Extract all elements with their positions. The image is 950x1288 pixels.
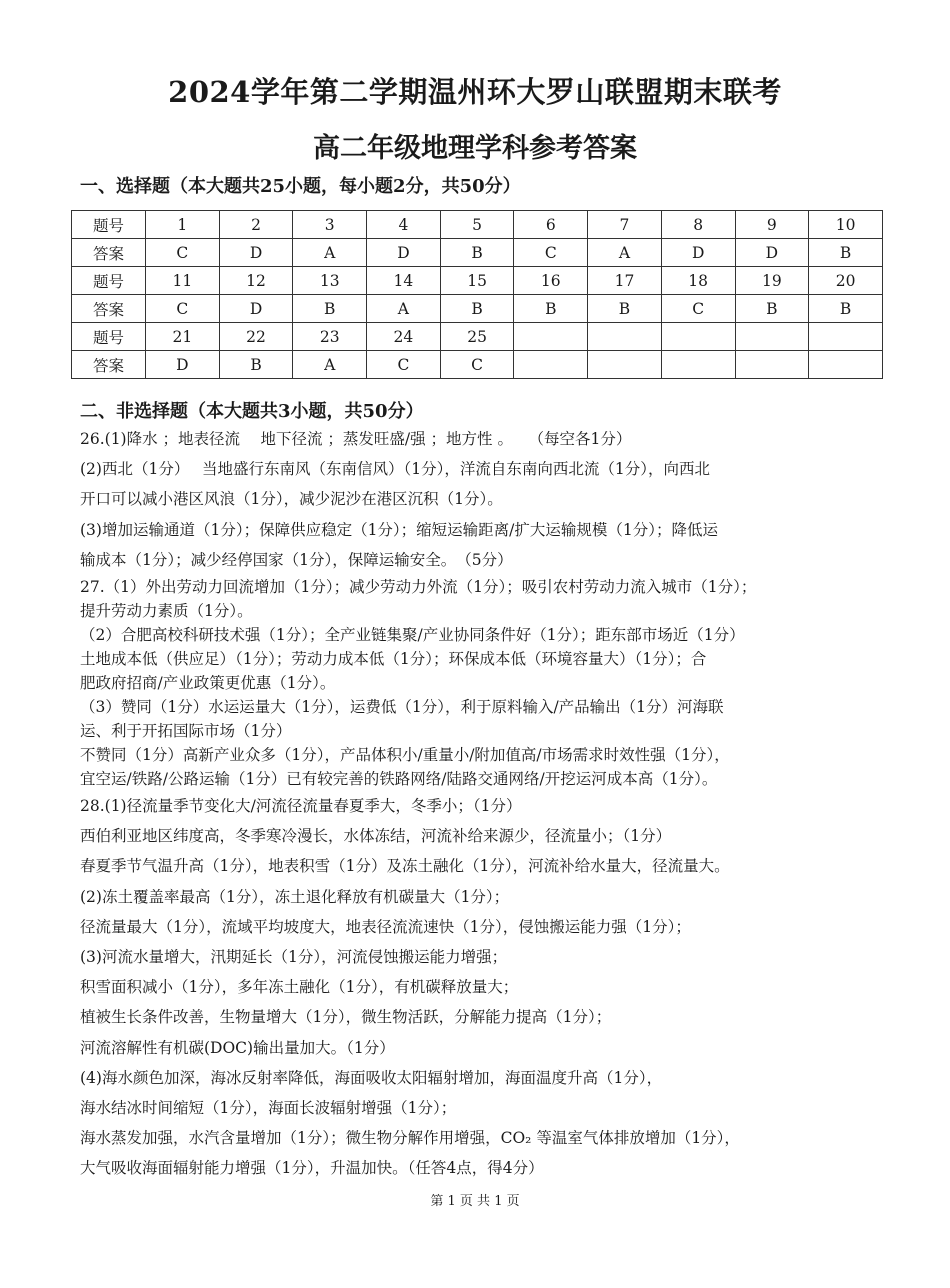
answer-line: 提升劳动力素质（1分）。 — [80, 602, 253, 621]
table-cell — [735, 323, 809, 351]
answer-line: (2)西北（1分） 当地盛行东南风（东南信风）（1分），洋流自东南向西北流（1分），向西北 — [80, 460, 710, 479]
table-cell: D — [219, 239, 293, 267]
answer-line: （2）合肥高校科研技术强（1分）；全产业链集聚/产业协同条件好（1分）；距东部市场近（1分） — [80, 626, 745, 645]
table-cell — [735, 351, 809, 379]
table-row-answers-3 — [72, 351, 883, 379]
answer-line: 27.（1）外出劳动力回流增加（1分）；减少劳动力外流（1分）；吸引农村劳动力流入城市（1分）； — [80, 578, 757, 597]
table-cell: 9 — [735, 211, 809, 239]
answer-line: 肥政府招商/产业政策更优惠（1分）。 — [80, 674, 336, 693]
answer-line: 河流溶解性有机碳(DOC)输出量加大。（1分） — [80, 1038, 395, 1057]
table-cell: 14 — [367, 267, 441, 295]
answer-line: 春夏季节气温升高（1分），地表积雪（1分）及冻土融化（1分），河流补给水量大，径流量大。 — [80, 857, 730, 876]
table-cell: D — [661, 239, 735, 267]
answer-line: (3)增加运输通道（1分）；保障供应稳定（1分）；缩短运输距离/扩大运输规模（1分）；降低运 — [80, 520, 719, 539]
answer-line: (2)冻土覆盖率最高（1分），冻土退化释放有机碳量大（1分）； — [80, 887, 510, 906]
table-cell: B — [809, 239, 883, 267]
table-cell: 16 — [514, 267, 588, 295]
table-cell: 21 — [146, 323, 220, 351]
row-label: 答案 — [72, 295, 146, 323]
table-cell: 2 — [219, 211, 293, 239]
section1-heading: 一、选择题（本大题共25小题，每小题2分，共50分） — [80, 176, 521, 197]
table-cell: 3 — [293, 211, 367, 239]
table-cell: D — [367, 239, 441, 267]
table-row-answers-2 — [72, 295, 883, 323]
answer-line: 海水蒸发加强，水汽含量增加（1分）；微生物分解作用增强，CO₂ 等温室气体排放增加（1分）， — [80, 1129, 740, 1148]
table-cell: B — [440, 239, 514, 267]
answer-line: 输成本（1分）；减少经停国家（1分），保障运输安全。 （5分） — [80, 550, 513, 569]
answer-line: 宜空运/铁路/公路运输（1分）已有较完善的铁路网络/陆路交通网络/开挖运河成本高（1分）。 — [80, 770, 718, 789]
table-row-numbers-3 — [72, 323, 883, 351]
table-cell — [809, 323, 883, 351]
answer-line: 不赞同（1分）高新产业众多（1分），产品体积小/重量小/附加值高/市场需求时效性强（1分）， — [80, 746, 730, 765]
table-cell — [661, 351, 735, 379]
table-cell — [661, 323, 735, 351]
table-cell: 1 — [146, 211, 220, 239]
row-label: 题号 — [72, 211, 146, 239]
section2-heading: 二、非选择题（本大题共3小题，共50分） — [80, 401, 424, 422]
row-label: 题号 — [72, 323, 146, 351]
table-cell: B — [735, 295, 809, 323]
table-cell: B — [440, 295, 514, 323]
answer-line: 开口可以减小港区风浪（1分），减少泥沙在港区沉积（1分）。 — [80, 490, 503, 509]
table-row-numbers-1 — [72, 211, 883, 239]
table-row-numbers-2 — [72, 267, 883, 295]
answer-line: 大气吸收海面辐射能力增强（1分），升温加快。（任答4点，得4分） — [80, 1159, 544, 1178]
table-cell: A — [588, 239, 662, 267]
answer-line: 西伯利亚地区纬度高，冬季寒冷漫长，水体冻结，河流补给来源少，径流量小；（1分） — [80, 827, 672, 846]
table-cell: B — [293, 295, 367, 323]
table-cell — [809, 351, 883, 379]
table-cell — [588, 323, 662, 351]
table-cell: C — [146, 239, 220, 267]
page-footer: 第 1 页 共 1 页 — [430, 1194, 520, 1209]
table-cell: D — [219, 295, 293, 323]
answer-line: 径流量最大（1分），流域平均坡度大，地表径流流速快（1分），侵蚀搬运能力强（1分）； — [80, 917, 691, 936]
table-cell: 20 — [809, 267, 883, 295]
table-cell: C — [661, 295, 735, 323]
table-cell: D — [735, 239, 809, 267]
row-label: 答案 — [72, 351, 146, 379]
table-cell: 6 — [514, 211, 588, 239]
table-cell: B — [588, 295, 662, 323]
table-cell: B — [514, 295, 588, 323]
table-cell — [514, 323, 588, 351]
table-cell: 22 — [219, 323, 293, 351]
table-cell: 19 — [735, 267, 809, 295]
answer-line: 土地成本低（供应足）（1分）；劳动力成本低（1分）；环保成本低（环境容量大）（1分）；合 — [80, 650, 707, 669]
table-cell: B — [809, 295, 883, 323]
table-cell: 17 — [588, 267, 662, 295]
table-cell — [514, 351, 588, 379]
table-cell: 4 — [367, 211, 441, 239]
answer-line: 植被生长条件改善，生物量增大（1分），微生物活跃，分解能力提高（1分）； — [80, 1008, 612, 1027]
table-cell: 5 — [440, 211, 514, 239]
table-cell: C — [514, 239, 588, 267]
answer-line: (3)河流水量增大，汛期延长（1分），河流侵蚀搬运能力增强； — [80, 948, 508, 967]
table-cell: 15 — [440, 267, 514, 295]
exam-subtitle: 高二年级地理学科参考答案 — [313, 133, 637, 164]
row-label: 答案 — [72, 239, 146, 267]
answer-line: 积雪面积减小（1分），多年冻土融化（1分），有机碳释放量大； — [80, 978, 519, 997]
table-cell: 13 — [293, 267, 367, 295]
answer-line: 28.(1)径流量季节变化大/河流径流量春夏季大，冬季小；（1分） — [80, 797, 522, 816]
table-cell: 8 — [661, 211, 735, 239]
answer-line: (4)海水颜色加深，海冰反射率降低，海面吸收太阳辐射增加，海面温度升高（1分）， — [80, 1068, 663, 1087]
table-cell: 11 — [146, 267, 220, 295]
table-cell: 24 — [367, 323, 441, 351]
table-cell: C — [146, 295, 220, 323]
table-cell: 12 — [219, 267, 293, 295]
answer-line: 运、利于开拓国际市场（1分） — [80, 722, 292, 741]
table-cell: 25 — [440, 323, 514, 351]
table-cell: A — [293, 351, 367, 379]
table-cell: A — [367, 295, 441, 323]
table-cell: 23 — [293, 323, 367, 351]
table-cell: C — [440, 351, 514, 379]
row-label: 题号 — [72, 267, 146, 295]
table-cell: 7 — [588, 211, 662, 239]
table-cell: C — [367, 351, 441, 379]
table-cell: D — [146, 351, 220, 379]
answer-table — [71, 210, 883, 379]
answer-line: （3）赞同（1分）水运运量大（1分），运费低（1分），利于原料输入/产品输出（1分）河海联 — [80, 698, 724, 717]
table-cell — [588, 351, 662, 379]
exam-title: 2024学年第二学期温州环大罗山联盟期末联考 — [168, 75, 782, 109]
answer-body — [80, 424, 880, 1184]
table-cell: B — [219, 351, 293, 379]
table-row-answers-1 — [72, 239, 883, 267]
answer-line: 26.(1)降水 ；地表径流 地下径流 ；蒸发旺盛/强 ；地方性 。 （每空各1分） — [80, 430, 632, 448]
answer-line: 海水结冰时间缩短（1分），海面长波辐射增强（1分）； — [80, 1099, 457, 1118]
table-cell: 10 — [809, 211, 883, 239]
table-cell: 18 — [661, 267, 735, 295]
table-cell: A — [293, 239, 367, 267]
